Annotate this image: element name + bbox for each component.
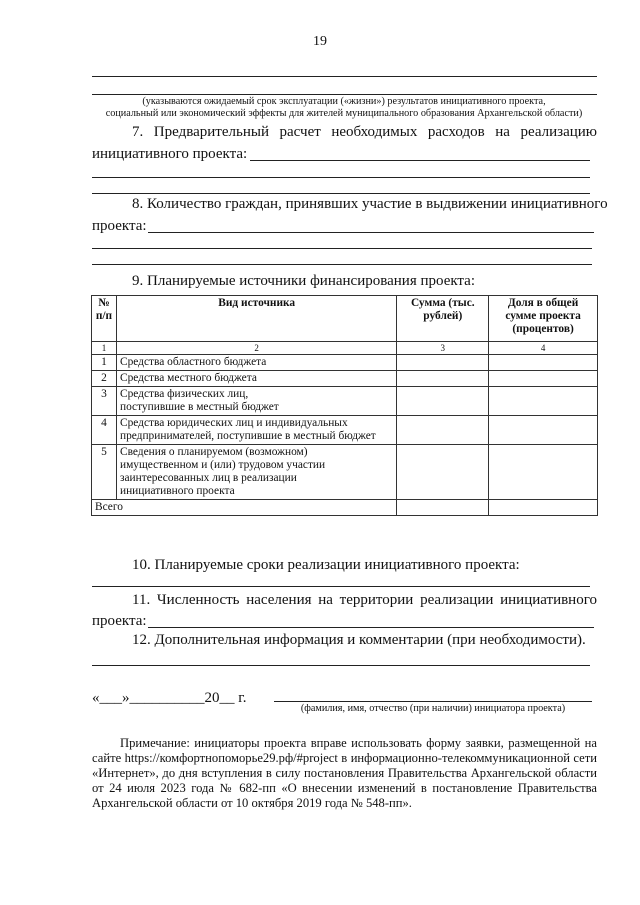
fill-line[interactable] bbox=[92, 665, 590, 666]
sum-cell[interactable] bbox=[397, 355, 489, 371]
table-row bbox=[92, 355, 598, 371]
signature-line[interactable] bbox=[274, 701, 592, 702]
index-cell: 3 bbox=[397, 342, 489, 355]
item-7-heading: 7. Предварительный расчет необходимых расходов на реализацию bbox=[132, 124, 597, 140]
total-label: Всего bbox=[92, 500, 397, 516]
item-9-heading: 9. Планируемые источники финансирования проекта: bbox=[132, 273, 476, 289]
fill-line[interactable] bbox=[92, 264, 592, 265]
table-row bbox=[92, 387, 598, 416]
table-row bbox=[92, 416, 598, 445]
fill-line[interactable] bbox=[92, 177, 590, 178]
table-row bbox=[92, 371, 598, 387]
table-total-row bbox=[92, 500, 598, 516]
row-source: Средства физических лиц, поступившие в местный бюджет bbox=[116, 387, 396, 416]
item-11-heading: 11. Численность населения на территории реализации инициативного bbox=[132, 592, 597, 608]
item-7-label: инициативного проекта: bbox=[92, 146, 248, 162]
share-cell[interactable] bbox=[489, 355, 598, 371]
total-share-cell[interactable] bbox=[489, 500, 598, 516]
row-number: 4 bbox=[92, 416, 117, 445]
sum-cell[interactable] bbox=[397, 416, 489, 445]
table-index-row bbox=[92, 342, 598, 355]
fill-line[interactable] bbox=[92, 248, 592, 249]
share-cell[interactable] bbox=[489, 387, 598, 416]
item-8-heading: 8. Количество граждан, принявших участие в выдвижении инициативного bbox=[132, 196, 608, 212]
header-number: № п/п bbox=[92, 296, 117, 342]
item-10-heading: 10. Планируемые сроки реализации инициативного проекта: bbox=[132, 557, 520, 573]
table-header-row bbox=[92, 296, 598, 342]
header-source: Вид источника bbox=[116, 296, 396, 342]
header-sum: Сумма (тыс. рублей) bbox=[397, 296, 489, 342]
share-cell[interactable] bbox=[489, 445, 598, 500]
row-source: Средства местного бюджета bbox=[116, 371, 396, 387]
row-number: 1 bbox=[92, 355, 117, 371]
item-8-label: проекта: bbox=[92, 218, 147, 234]
index-cell: 2 bbox=[116, 342, 396, 355]
fill-line[interactable] bbox=[92, 193, 590, 194]
page-number: 19 bbox=[313, 34, 327, 49]
item-8-fill-line[interactable] bbox=[148, 232, 594, 233]
row-number: 2 bbox=[92, 371, 117, 387]
sum-cell[interactable] bbox=[397, 387, 489, 416]
row-source: Средства областного бюджета bbox=[116, 355, 396, 371]
fill-line[interactable] bbox=[92, 586, 590, 587]
row-number: 5 bbox=[92, 445, 117, 500]
sum-cell[interactable] bbox=[397, 445, 489, 500]
total-sum-cell[interactable] bbox=[397, 500, 489, 516]
index-cell: 4 bbox=[489, 342, 598, 355]
note: Примечание: инициаторы проекта вправе использовать форму заявки, размещенной на сайте https://комфортнопоморье29.рф/#project в информационно-телекоммуникационной сети «Интернет», до дня вступления в силу постановления Правительства Архангельской области от 24 июля 2023 года № 682-пп «О внесении изменений в постановление Правительства Архангельской области от 10 октября 2019 года № 548-пп». bbox=[92, 736, 597, 810]
fill-line[interactable] bbox=[92, 94, 597, 95]
caption-line: (указываются ожидаемый срок эксплуатации («жизни») результатов инициативного проекта, bbox=[142, 96, 546, 107]
index-cell: 1 bbox=[92, 342, 117, 355]
item-11-fill-line[interactable] bbox=[148, 627, 594, 628]
row-number: 3 bbox=[92, 387, 117, 416]
share-cell[interactable] bbox=[489, 371, 598, 387]
share-cell[interactable] bbox=[489, 416, 598, 445]
header-share: Доля в общей сумме проекта (процентов) bbox=[489, 296, 598, 342]
sum-cell[interactable] bbox=[397, 371, 489, 387]
row-source: Средства юридических лиц и индивидуальных предпринимателей, поступившие в местный бюджет bbox=[116, 416, 396, 445]
item-12-heading: 12. Дополнительная информация и комментарии (при необходимости). bbox=[132, 632, 586, 648]
financing-table bbox=[91, 295, 598, 516]
row-source: Сведения о планируемом (возможном) имущественном и (или) трудовом участии заинтересованных лиц в реализации инициативного проекта bbox=[116, 445, 396, 500]
date-line[interactable]: «___»__________20__ г. bbox=[92, 690, 247, 706]
table-row bbox=[92, 445, 598, 500]
signature-caption: (фамилия, имя, отчество (при наличии) инициатора проекта) bbox=[300, 703, 566, 714]
item-7-fill-line[interactable] bbox=[250, 160, 590, 161]
item-11-label: проекта: bbox=[92, 613, 147, 629]
fill-line[interactable] bbox=[92, 76, 597, 77]
caption-line: социальный или экономический эффекты для жителей муниципального образования Архангельской области) bbox=[105, 108, 583, 119]
